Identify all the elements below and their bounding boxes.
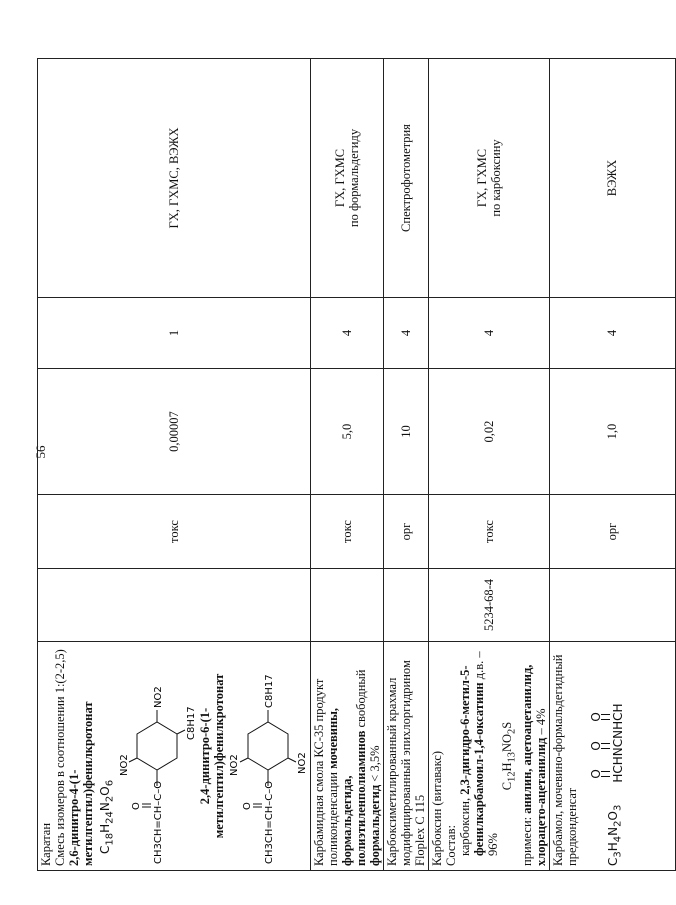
hazard-cell: 4 — [384, 298, 429, 369]
cas-cell — [384, 569, 429, 642]
rotated-table-sheet — [37, 59, 625, 871]
table-row — [38, 59, 311, 871]
cas-cell — [549, 569, 675, 642]
method-cell — [38, 59, 311, 298]
right-nitro-group: NO2 — [153, 686, 165, 708]
method-cell — [384, 59, 429, 298]
hazard-cell: 4 — [429, 298, 550, 369]
cas-cell — [38, 569, 311, 642]
substance-name-cell: Карбоксиметилированный крахмал модифицированный эпихлоргидрином Floplex C 115 — [384, 642, 429, 871]
structure-carbamol: O O O HCHNCNHCH — [588, 703, 625, 783]
octyl-group: C8H17 — [264, 674, 276, 708]
cas-cell — [311, 569, 384, 642]
class-cell: токс — [429, 495, 550, 569]
class-cell: токс — [311, 495, 384, 569]
molecular-formula: $C_{12}H_{13}NO_2S$ — [500, 721, 518, 791]
molecular-formula: $C_{18}H_{24}N_2O_6$ — [98, 779, 116, 854]
method-line: ГХ, ГХМС — [333, 148, 348, 208]
value-cell: 0,02 — [429, 369, 550, 495]
value-cell: 5,0 — [311, 369, 384, 495]
structure-isomer2 — [226, 646, 309, 866]
table-row — [311, 59, 384, 871]
carbonyl-oxygen: O — [131, 802, 143, 810]
ester-chain: CH3CH=CH–C–O — [153, 780, 165, 864]
table-row — [384, 59, 429, 871]
method-line: ГХ, ГХМС, ВЭЖХ — [167, 127, 182, 229]
isomer1-name: 2,6-динитро-4-(1-метилгептил)фенилкротонат — [67, 701, 95, 866]
molecular-formula: $C_3H_4N_2O_3$ — [605, 804, 623, 866]
table-row — [429, 59, 550, 871]
method-line: по формальдегиду — [347, 128, 362, 228]
method-cell — [429, 59, 550, 298]
method-line: ГХ, ГХМС — [475, 148, 490, 208]
structure-isomer1 — [117, 646, 198, 866]
method-cell — [311, 59, 384, 298]
method-cell — [549, 59, 675, 298]
value-cell: 0,00007 — [38, 369, 311, 495]
carbonyl-oxygen: O — [242, 802, 254, 810]
top-nitro-group: NO2 — [229, 754, 241, 776]
method-line: по карбоксину — [489, 139, 504, 217]
top-nitro-group: NO2 — [119, 754, 131, 776]
octyl-group: C8H17 — [186, 706, 198, 740]
page-number: 56 — [33, 445, 48, 459]
class-cell: орг — [549, 495, 675, 569]
method-line: Спектрофотометрия — [399, 124, 414, 232]
isomer2-name: 2,4-динитро-6-(1-метилгептил)фенилкротонат — [198, 673, 227, 839]
ester-chain: CH3CH=CH–C–O — [264, 780, 276, 864]
class-cell: токс — [38, 495, 311, 569]
bottom-nitro-group: NO2 — [297, 752, 309, 774]
substance-name-cell — [38, 642, 311, 871]
substances-table — [37, 58, 676, 871]
value-cell: 1,0 — [549, 369, 675, 495]
substance-name: Каратан — [39, 822, 53, 866]
substance-name-cell: Карбамидная смола КС-35 продукт поликонденсации мочевины, формальдегида, полиэтиленполиаминов свободный формальдегид < 3,5% — [311, 642, 384, 871]
class-cell: орг — [384, 495, 429, 569]
hazard-cell: 1 — [38, 298, 311, 369]
hazard-cell: 4 — [311, 298, 384, 369]
isomer-ratio: Смесь изомеров в соотношении 1:(2-2,5) — [53, 649, 67, 866]
table-row — [549, 59, 675, 871]
substance-name-cell: Карбоксин (витавакс) Состав: карбоксин, 2,3-дигидро-6-метил-5-фенилкарбамоил-1,4-оксатиин д.в. – 96% $C_{12}H_{13}NO_2S$ примеси: анилин, ацетоацетанилид, хлорацето-ацетанилид – 4% — [429, 642, 550, 871]
hazard-cell: 4 — [549, 298, 675, 369]
method-line: ВЭЖХ — [605, 159, 620, 197]
cas-cell: 5234-68-4 — [429, 569, 550, 642]
value-cell: 10 — [384, 369, 429, 495]
substance-name-cell: Карбамол, мочевино-формальдегидный предконденсат $C_3H_4N_2O_3$ O O O HCHNCNHCH — [549, 642, 675, 871]
